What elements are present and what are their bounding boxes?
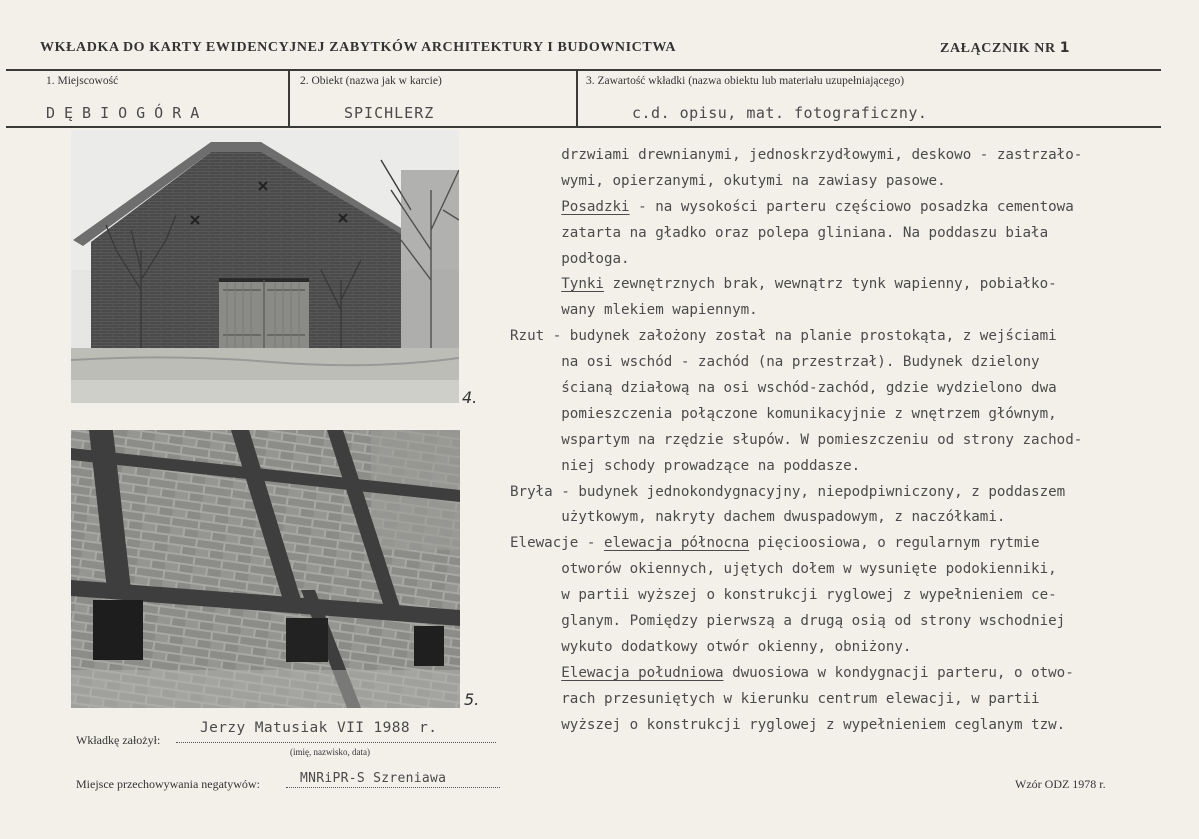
underlined-heading: elewacja północna (603, 535, 750, 552)
line-text: glanym. Pomiędzy pierwszą a drugą osią od strony wschodniej (561, 613, 1066, 630)
line-indent (510, 380, 561, 396)
annex-label (940, 40, 1070, 57)
description-line (510, 324, 1160, 350)
line-indent (510, 613, 561, 629)
line-indent (510, 173, 561, 189)
form-version-label: Wzór ODZ 1978 r. (1015, 777, 1106, 791)
line-text: otworów okiennych, ujętych dołem w wysunięte podokienniki, (561, 561, 1057, 578)
line-text: Elewacje - (510, 535, 604, 552)
description-line (510, 454, 1160, 480)
line-indent (510, 199, 561, 215)
line-indent (510, 406, 561, 422)
description-line (510, 195, 1160, 221)
line-text: dwuosiowa w kondygnacji parteru, o otwo- (723, 664, 1074, 681)
description-line (510, 247, 1160, 273)
line-indent (510, 458, 561, 474)
line-indent (510, 225, 561, 241)
author-label: Wkładkę założył: (76, 733, 161, 747)
line-text: pomieszczenia połączone komunikacyjnie z wnętrzem głównym, (561, 405, 1057, 422)
line-text: zatarta na gładko oraz polepa gliniana. Na poddaszu biała (561, 224, 1049, 241)
line-text: wyższej o konstrukcji ryglowej z wypełnieniem ceglanym tzw. (561, 716, 1066, 733)
description-line (510, 221, 1160, 247)
line-indent (510, 587, 561, 603)
description-text (510, 143, 1160, 738)
description-line (510, 428, 1160, 454)
contents-value: c.d. opisu, mat. fotograficzny. (632, 104, 928, 122)
contents-label: 3. Zawartość wkładki (nazwa obiektu lub materiału uzupełniającego) (586, 75, 905, 87)
line-text: pięcioosiowa, o regularnym rytmie (749, 535, 1040, 552)
description-line (510, 635, 1160, 661)
description-line (510, 687, 1160, 713)
line-text: wspartym na rzędzie słupów. W pomieszczeniu od strony zachod- (561, 431, 1083, 448)
line-text: drzwiami drewnianymi, jednoskrzydłowymi, deskowo - zastrzało- (561, 147, 1083, 163)
header-bottom-rule (6, 126, 1161, 128)
line-text: zewnętrznych brak, wewnątrz tynk wapienny, pobiałko- (603, 276, 1057, 293)
line-indent (510, 561, 561, 577)
field-divider (288, 70, 290, 127)
description-line (510, 609, 1160, 635)
description-line (510, 583, 1160, 609)
locality-value: DĘBIOGÓRA (46, 104, 209, 122)
photo-number-4: 4. (462, 388, 478, 407)
locality-label: 1. Miejscowość (46, 75, 119, 87)
negatives-value: MNRiPR-S Szreniawa (300, 771, 447, 786)
field-divider (576, 70, 578, 127)
author-dotted-line (176, 742, 496, 743)
description-line (510, 480, 1160, 506)
description-line (510, 505, 1160, 531)
annex-number: 1 (1059, 40, 1071, 56)
line-indent (510, 354, 561, 370)
description-line (510, 713, 1160, 739)
object-value: SPICHLERZ (344, 104, 435, 122)
timber-frame-image (71, 430, 460, 708)
annex-label-text: ZAŁĄCZNIK NR (940, 41, 1056, 56)
description-line (510, 272, 1160, 298)
line-indent (510, 251, 561, 267)
negatives-dotted-line (286, 787, 500, 788)
line-indent (510, 639, 561, 655)
line-text: wany mlekiem wapiennym. (561, 302, 758, 319)
line-text: niej schody prowadzące na poddasze. (561, 457, 861, 474)
line-indent (510, 691, 561, 707)
line-indent (510, 509, 561, 525)
line-indent (510, 665, 561, 681)
line-indent (510, 147, 561, 163)
underlined-heading: Posadzki (561, 198, 630, 215)
line-indent (510, 276, 561, 292)
description-line (510, 531, 1160, 557)
line-text: użytkowym, nakryty dachem dwuspadowym, z naczółkami. (561, 509, 1006, 526)
card-title: WKŁADKA DO KARTY EWIDENCYJNEJ ZABYTKÓW ARCHITEKTURY I BUDOWNICTWA (40, 40, 677, 55)
description-line (510, 376, 1160, 402)
line-text: wymi, opierzanymi, okutymi na zawiasy pasowe. (561, 172, 946, 189)
line-text: rach przesuniętych w kierunku centrum elewacji, w partii (561, 690, 1040, 707)
underlined-heading: Tynki (561, 276, 604, 293)
line-text: Bryła - budynek jednokondygnacyjny, niepodpiwniczony, z poddaszem (510, 483, 1066, 500)
line-text: wykuto dodatkowy otwór okienny, obniżony. (561, 638, 912, 655)
description-line (510, 169, 1160, 195)
line-text: ścianą działową na osi wschód-zachód, gdzie wydzielono dwa (561, 380, 1057, 397)
description-line (510, 298, 1160, 324)
description-line (510, 350, 1160, 376)
line-text: podłoga. (561, 250, 630, 267)
photo-granary-gable (71, 130, 459, 403)
object-label: 2. Obiekt (nazwa jak w karcie) (300, 75, 442, 87)
granary-gable-image (71, 130, 459, 403)
description-line (510, 557, 1160, 583)
description-line (510, 661, 1160, 687)
header-top-rule (6, 69, 1161, 71)
line-text: w partii wyższej o konstrukcji ryglowej z wypełnieniem ce- (561, 587, 1057, 604)
line-indent (510, 717, 561, 733)
line-text: - na wysokości parteru częściowo posadzka cementowa (629, 198, 1074, 215)
line-indent (510, 432, 561, 448)
underlined-heading: Elewacja południowa (561, 664, 724, 681)
author-caption: (imię, nazwisko, data) (290, 747, 370, 757)
photo-number-5: 5. (464, 690, 480, 709)
author-value: Jerzy Matusiak VII 1988 r. (200, 720, 438, 736)
line-text: na osi wschód - zachód (na przestrzał). Budynek dzielony (561, 354, 1040, 371)
negatives-label: Miejsce przechowywania negatywów: (76, 777, 260, 791)
photo-timber-frame-detail (71, 430, 460, 708)
description-line (510, 143, 1160, 169)
description-line (510, 402, 1160, 428)
line-indent (510, 302, 561, 318)
line-text: Rzut - budynek założony został na planie prostokąta, z wejściami (510, 328, 1057, 345)
